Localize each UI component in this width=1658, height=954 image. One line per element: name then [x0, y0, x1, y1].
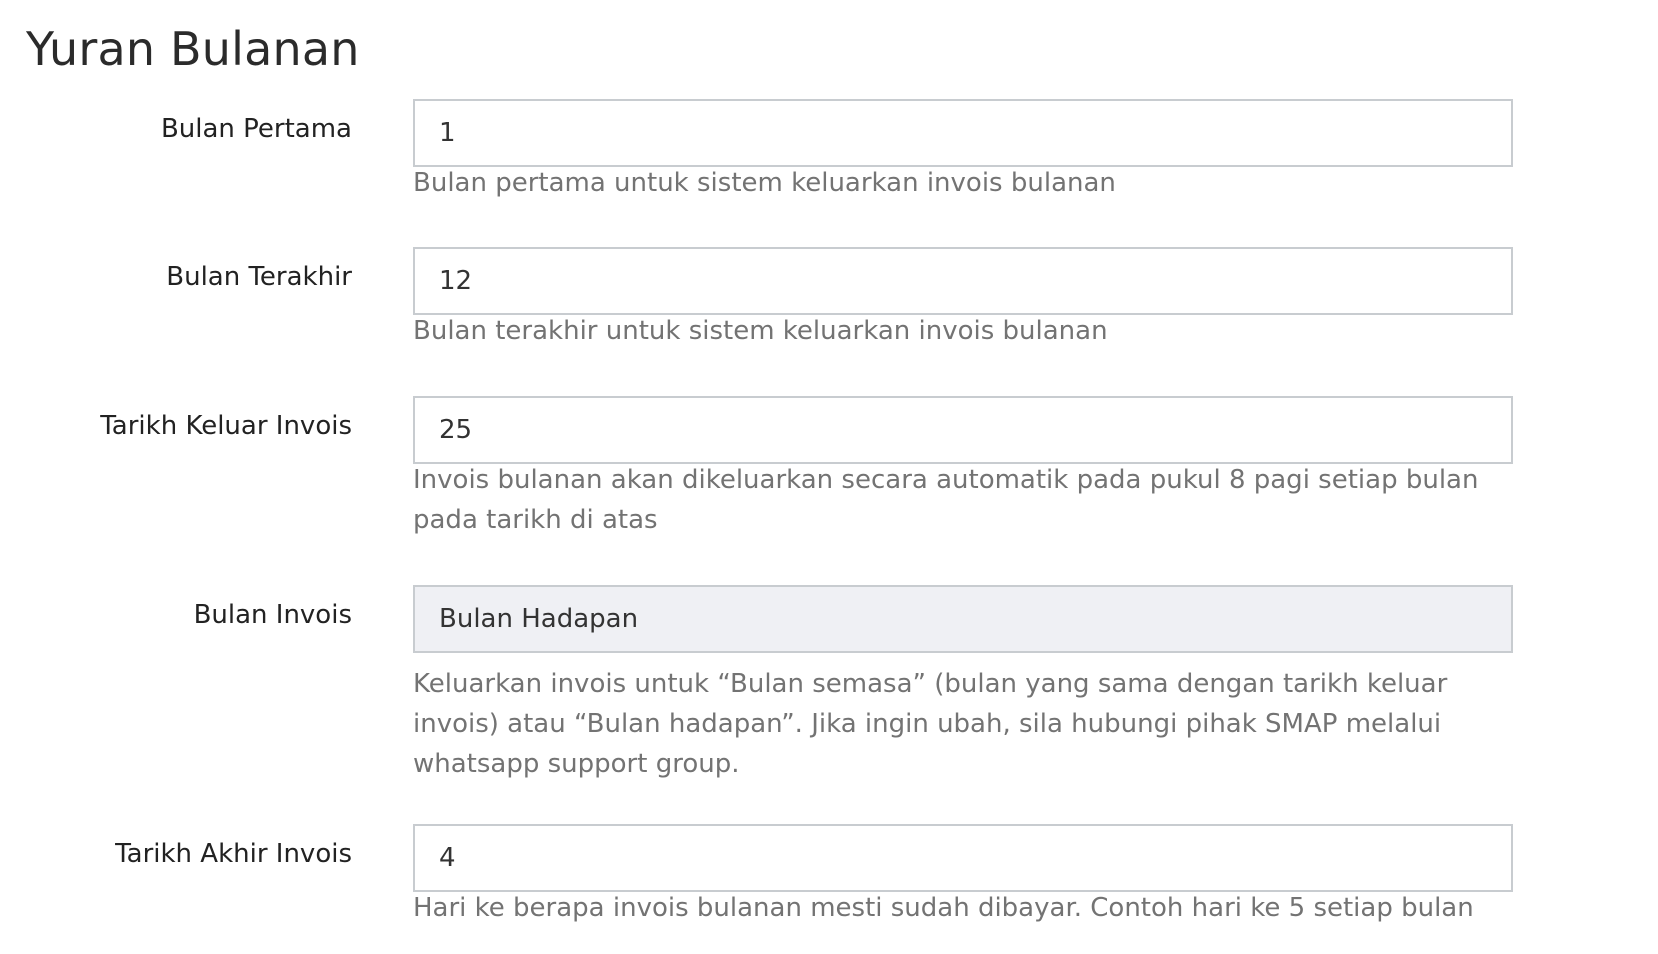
tarikh-keluar-invois-input[interactable] [413, 396, 1513, 464]
help-text-bulan-pertama: Bulan pertama untuk sistem keluarkan invois bulanan [413, 168, 1116, 198]
field-label-bulan-pertama: Bulan Pertama [160, 114, 352, 144]
help-text-bulan-terakhir: Bulan terakhir untuk sistem keluarkan invois bulanan [413, 316, 1108, 346]
help-text-tarikh-keluar-invois: Invois bulanan akan dikeluarkan secara automatik pada pukul 8 pagi setiap bulan pada tarikh di atas [413, 465, 1479, 535]
field-label-bulan-terakhir: Bulan Terakhir [166, 262, 352, 292]
page-title: Yuran Bulanan [26, 22, 360, 76]
field-label-tarikh-akhir-invois: Tarikh Akhir Invois [115, 839, 352, 869]
field-label-bulan-invois: Bulan Invois [193, 600, 352, 630]
bulan-pertama-input[interactable] [413, 99, 1513, 167]
tarikh-akhir-invois-input[interactable] [413, 824, 1513, 892]
bulan-invois-input [413, 585, 1513, 653]
bulan-terakhir-input[interactable] [413, 247, 1513, 315]
help-text-bulan-invois: Keluarkan invois untuk “Bulan semasa” (bulan yang sama dengan tarikh keluar invois) atau “Bulan hadapan”. Jika ingin ubah, sila hubungi pihak SMAP melalui whatsapp support group. [413, 669, 1448, 779]
field-label-tarikh-keluar-invois: Tarikh Keluar Invois [100, 411, 352, 441]
help-text-tarikh-akhir-invois: Hari ke berapa invois bulanan mesti sudah dibayar. Contoh hari ke 5 setiap bulan [413, 893, 1474, 923]
